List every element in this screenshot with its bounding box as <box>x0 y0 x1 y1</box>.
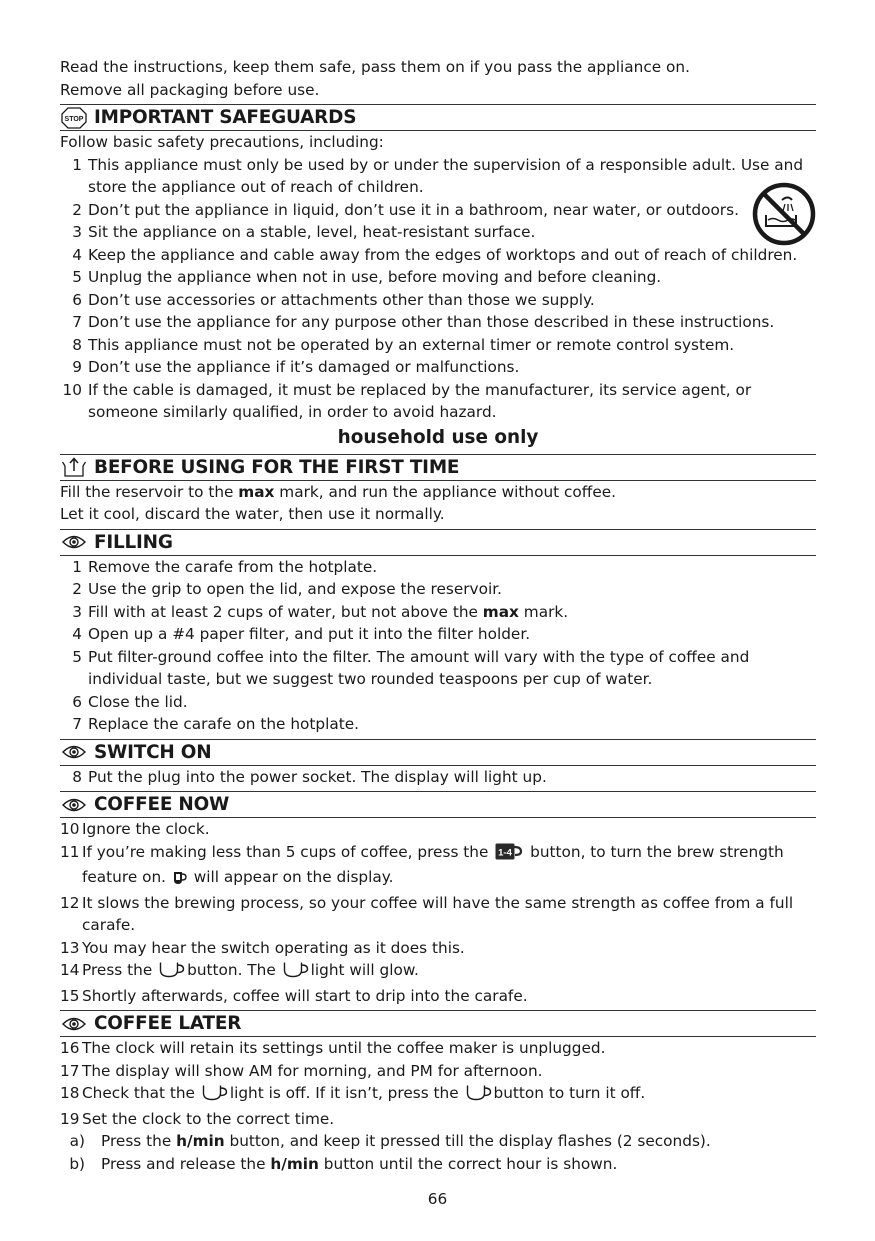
coffee-cup-icon <box>159 961 185 985</box>
stop-label: STOP <box>64 115 84 123</box>
eye-icon <box>61 1012 87 1036</box>
list-item: 13 You may hear the switch operating as it does this. <box>60 938 465 957</box>
intro-line: Read the instructions, keep them safe, pass them on if you pass the appliance on. <box>60 58 690 76</box>
list-item: 18 Check that the light is off. If it isn’t, press the button to turn it off. <box>60 1082 816 1108</box>
list-item: 14 Press the button. The light will glow. <box>60 959 816 985</box>
switch-on-title: SWITCH ON <box>94 741 212 763</box>
list-item: 4 Keep the appliance and cable away from the edges of worktops and out of reach of children. <box>72 245 798 264</box>
stop-icon <box>61 106 87 130</box>
list-item: 6 Don’t use accessories or attachments other than those we supply. <box>72 290 595 309</box>
manual-page <box>60 56 816 1175</box>
list-item: 6 Close the lid. <box>72 692 188 711</box>
coffee-cup-icon <box>283 961 309 985</box>
list-item: 7 Replace the carafe on the hotplate. <box>72 715 359 733</box>
list-item: 1 Remove the carafe from the hotplate. <box>72 557 378 576</box>
first-time-heading <box>60 454 816 481</box>
eye-icon <box>61 530 87 554</box>
list-item: 2 Use the grip to open the lid, and expose the reservoir. <box>72 580 502 598</box>
coffee-later-title: COFFEE LATER <box>94 1013 242 1034</box>
eye-icon <box>61 740 87 764</box>
filling-list <box>60 556 816 736</box>
switch-on-heading <box>60 739 816 766</box>
list-item: 16 The clock will retain its settings until the coffee maker is unplugged. <box>60 1039 606 1057</box>
list-item: 2 Don’t put the appliance in liquid, don’t use it in a bathroom, near water, or outdoors. <box>72 200 739 219</box>
eye-icon <box>61 793 87 817</box>
household-use-only: household use only <box>337 426 539 448</box>
no-water-icon <box>752 182 816 250</box>
list-item: b) Press and release the h/min button until the correct hour is shown. <box>69 1154 618 1173</box>
coffee-now-heading <box>60 791 816 818</box>
list-item: 9 Don’t use the appliance if it’s damaged or malfunctions. <box>72 358 520 376</box>
safeguards-heading <box>60 104 816 131</box>
coffee-now-title: COFFEE NOW <box>94 794 230 815</box>
list-item: 17 The display will show AM for morning, and PM for afternoon. <box>60 1061 543 1080</box>
first-time-title: BEFORE USING FOR THE FIRST TIME <box>94 456 460 478</box>
coffee-later-heading <box>60 1010 816 1037</box>
filling-title: FILLING <box>94 531 173 553</box>
switch-on-list <box>60 766 816 789</box>
intro-line: Remove all packaging before use. <box>60 80 320 99</box>
filling-heading <box>60 529 816 556</box>
safeguards-title: IMPORTANT SAFEGUARDS <box>94 107 357 128</box>
coffee-later-list <box>60 1037 816 1130</box>
page-number: 66 <box>427 1190 448 1208</box>
list-item: 19 Set the clock to the correct time. <box>60 1109 335 1128</box>
list-item: a) Press the h/min button, and keep it pressed till the display flashes (2 seconds). <box>69 1132 711 1150</box>
intro <box>60 56 816 101</box>
list-item: 8 Put the plug into the power socket. The display will light up. <box>72 767 547 786</box>
brew-strength-indicator-icon <box>173 869 187 892</box>
brew-strength-button-icon <box>495 843 523 867</box>
list-item: 5 Put filter-ground coffee into the filter. The amount will vary with the type of coffee and individual taste, but we suggest two rounded teaspoons per cup of water. <box>72 647 750 688</box>
list-item: 12 It slows the brewing process, so your coffee will have the same strength as coffee from a full carafe. <box>60 893 794 934</box>
safeguards-lead: Follow basic safety precautions, including: <box>60 133 384 151</box>
first-time-line-2: Let it cool, discard the water, then use it normally. <box>60 505 445 523</box>
coffee-cup-icon <box>202 1084 228 1108</box>
first-time-line-1: Fill the reservoir to the max mark, and run the appliance without coffee. <box>60 482 617 501</box>
list-item: 4 Open up a #4 paper filter, and put it into the filter holder. <box>72 625 531 643</box>
list-item: 10 If the cable is damaged, it must be replaced by the manufacturer, its service agent, or someone similarly qualified, in order to avoid hazard. <box>62 380 752 421</box>
list-item: 1 This appliance must only be used by or under the supervision of a responsible adult. Use and store the appliance out of reach of children. <box>72 155 804 196</box>
list-item: 15 Shortly afterwards, coffee will start to drip into the carafe. <box>60 986 528 1005</box>
list-item: 5 Unplug the appliance when not in use, before moving and before cleaning. <box>72 268 662 286</box>
list-item: 3 Sit the appliance on a stable, level, heat-resistant surface. <box>72 223 536 241</box>
coffee-cup-icon <box>466 1084 492 1108</box>
list-item: 8 This appliance must not be operated by an external timer or remote control system. <box>72 335 735 354</box>
unpack-icon <box>61 455 87 479</box>
list-item: 7 Don’t use the appliance for any purpose other than those described in these instructions. <box>72 313 775 331</box>
svg-text:1-4: 1-4 <box>498 847 513 858</box>
safeguards-list <box>60 154 816 424</box>
list-item: 3 Fill with at least 2 cups of water, but not above the max mark. <box>72 602 569 621</box>
list-item: 11 If you’re making less than 5 cups of coffee, press the 1-4 button, to turn the brew strength feature on. will appear on the display. <box>60 841 816 892</box>
coffee-now-list <box>60 818 816 1007</box>
clock-sub-list <box>60 1130 816 1175</box>
list-item: 10 Ignore the clock. <box>60 820 210 838</box>
